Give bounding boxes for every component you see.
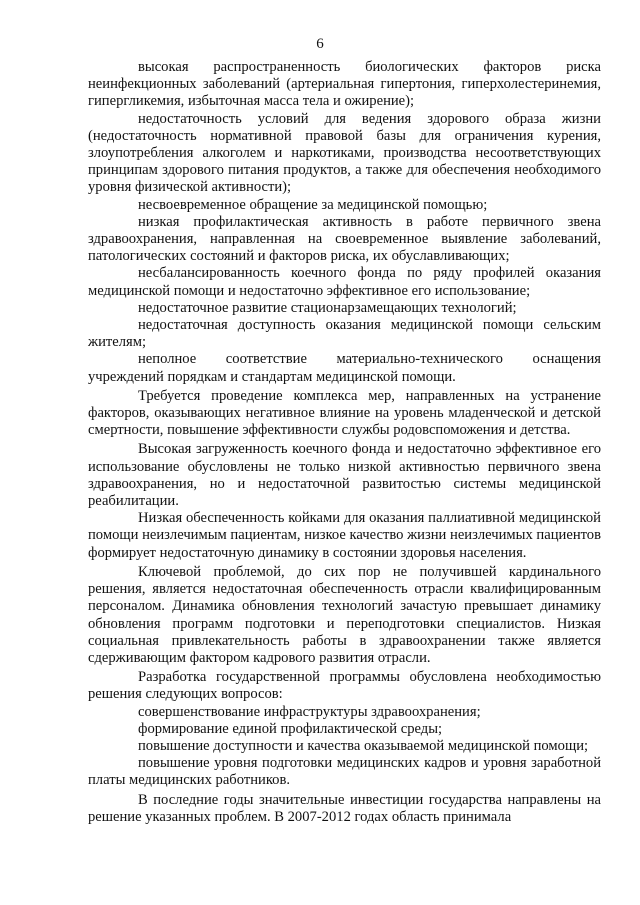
paragraph-late-treatment: несвоевременное обращение за медицинской помощью; xyxy=(138,196,488,213)
paragraph-healthy-lifestyle: недостаточность условий для ведения здорового образа жизни (недостаточность нормативной правовой базы для ограничения курения, злоупотребления алкоголем и наркотиками, производства несоответствующих принципам здорового питания продуктов, а также для обеспечения необходимого уровня физической активности); xyxy=(88,110,601,196)
paragraph-rural-access: недостаточная доступность оказания медицинской помощи сельским жителям; xyxy=(88,317,601,351)
paragraph-staffing: Ключевой проблемой, до сих пор не получившей кардинального решения, является недостаточная обеспеченность отрасли квалифицированным персоналом. Динамика обновления технологий зачастую превышает динамику обновления программ подготовки и переподготовки специалистов. Низкая социальная привлекательность работы в здравоохранении также является сдерживающим фактором кадрового развития отрасли. xyxy=(88,563,601,666)
paragraph-bed-load: Высокая загруженность коечного фонда и недостаточно эффективное его использование обусловлены не только низкой активностью первичного звена здравоохранения, но и недостаточной развитостью системы медицинской реабилитации. xyxy=(88,441,601,510)
paragraph-program-intro: Разработка государственной программы обусловлена необходимостью решения следующих вопросов: xyxy=(88,669,601,703)
paragraph-palliative-care: Низкая обеспеченность койками для оказания паллиативной медицинской помощи неизлечимым пациентам, низкое качество жизни неизлечимых пациентов формирует недостаточную динамику в состоянии здоровья населения. xyxy=(88,510,601,561)
paragraph-bed-fund-imbalance: несбалансированность коечного фонда по ряду профилей оказания медицинской помощи и недостаточно эффективное его использование; xyxy=(88,265,601,299)
document-body xyxy=(88,59,601,826)
page-number: 6 xyxy=(316,36,324,52)
paragraph-preventive-activity: низкая профилактическая активность в работе первичного звена здравоохранения, направленная на своевременное выявление заболеваний, патологических состояний и факторов риска, их обуславливающих; xyxy=(88,213,601,265)
paragraph-risk-factors: высокая распространенность биологических факторов риска неинфекционных заболеваний (артериальная гипертония, гиперхолестеринемия, гипергликемия, избыточная масса тела и ожирение); xyxy=(88,59,601,110)
paragraph-investments: В последние годы значительные инвестиции государства направлены на решение указанных проблем. В 2007-2012 годах область принимала xyxy=(88,791,601,825)
paragraph-child-mortality: Требуется проведение комплекса мер, направленных на устранение факторов, оказывающих негативное влияние на уровень младенческой и детской смертности, повышение эффективности службы родовспоможения и детства. xyxy=(88,387,601,439)
list-item-personnel: повышение уровня подготовки медицинских кадров и уровня заработной платы медицинских работников. xyxy=(88,755,601,789)
list-item-infrastructure: совершенствование инфраструктуры здравоохранения; xyxy=(138,703,481,720)
list-item-prevention: формирование единой профилактической среды; xyxy=(138,720,443,737)
list-item-accessibility: повышение доступности и качества оказываемой медицинской помощи; xyxy=(138,737,589,754)
paragraph-equipment: неполное соответствие материально-технического оснащения учреждений порядкам и стандартам медицинской помощи. xyxy=(88,351,601,385)
paragraph-hospital-replacement: недостаточное развитие стационарзамещающих технологий; xyxy=(138,299,517,316)
